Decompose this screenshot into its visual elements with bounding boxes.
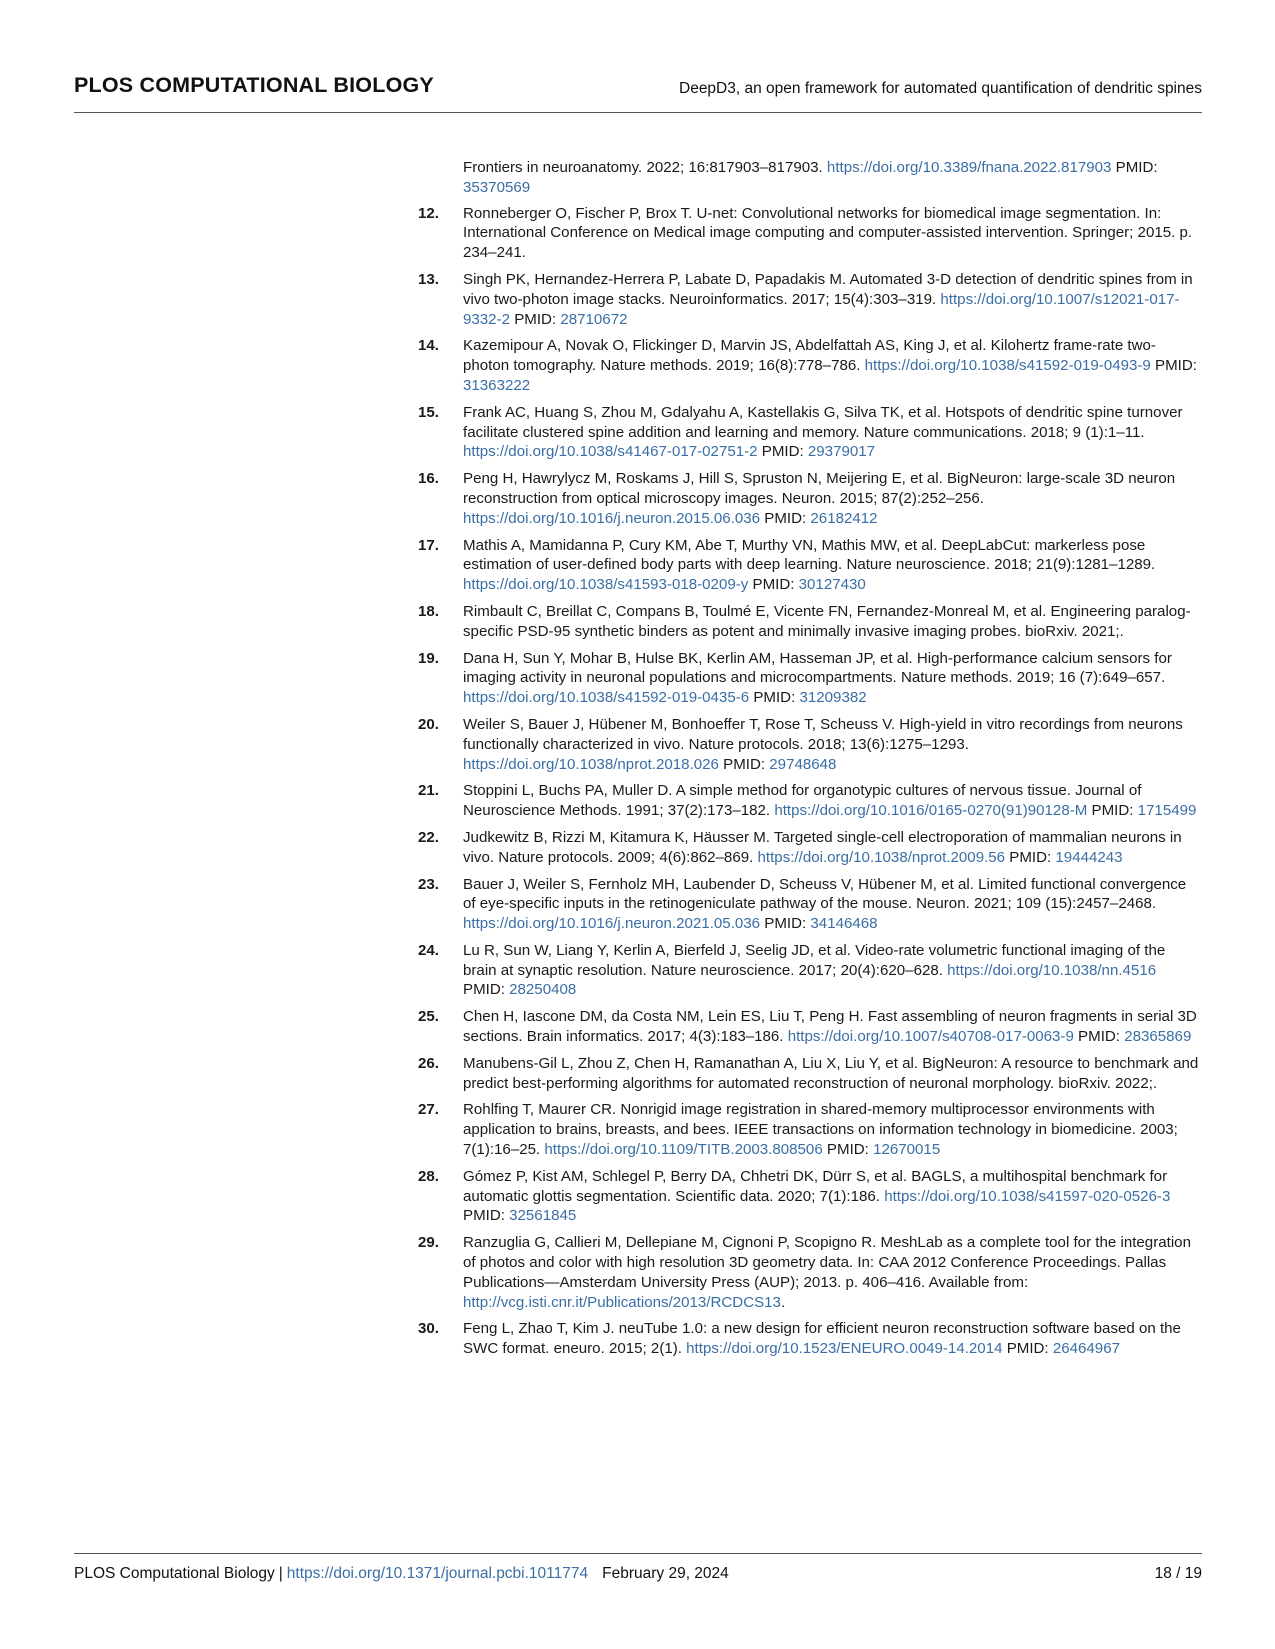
doi-link[interactable]: https://doi.org/10.1038/s41597-020-0526-3 — [884, 1187, 1171, 1205]
doi-link[interactable]: https://doi.org/10.1109/TITB.2003.808506 — [544, 1141, 823, 1159]
pmid-link[interactable]: 29379017 — [807, 443, 876, 461]
reference-text: Lu R, Sun W, Liang Y, Kerlin A, Bierfeld J, Seelig JD, et al. Video-rate volumetric functional imaging of the brain at synaptic resolution. Nature neuroscience. 2017; 20(4):620–628. — [463, 941, 1166, 979]
reference-number: 30. — [418, 1320, 439, 1338]
reference-item — [418, 1319, 1202, 1359]
reference-item — [418, 270, 1202, 329]
reference-number: 12. — [418, 204, 439, 222]
reference-number: 28. — [418, 1167, 439, 1185]
pmid-link[interactable]: 30127430 — [798, 576, 866, 594]
reference-list — [418, 158, 1202, 1366]
reference-number: 26. — [418, 1054, 439, 1072]
doi-link[interactable]: https://doi.org/10.1038/nprot.2009.56 — [757, 848, 1006, 866]
footer-journal: PLOS Computational Biology — [74, 1565, 275, 1582]
doi-link[interactable]: https://doi.org/10.1016/0165-0270(91)90128-M — [774, 802, 1088, 820]
pmid-label: PMID: — [1150, 357, 1197, 375]
reference-text: Rohlfing T, Maurer CR. Nonrigid image registration in shared-memory multiprocessor environments with application to brains, breasts, and bees. IEEE transactions on information technology in biomedicine. 2003; 7(1):16–25. — [463, 1101, 1178, 1159]
reference-number: 24. — [418, 941, 439, 959]
pmid-label: PMID: — [1087, 802, 1138, 820]
page-number: 18 / 19 — [1154, 1565, 1202, 1582]
pmid-link[interactable]: 19444243 — [1055, 848, 1123, 866]
reference-number: 18. — [418, 602, 439, 620]
reference-item — [418, 828, 1202, 868]
reference-text: Dana H, Sun Y, Mohar B, Hulse BK, Kerlin AM, Hasseman JP, et al. High-performance calcium sensors for imaging activity in neuronal populations and microcompartments. Nature methods. 2019; 16 (7):649–657. — [463, 649, 1172, 687]
doi-link[interactable]: https://doi.org/10.1038/nn.4516 — [947, 961, 1157, 979]
footer-doi-link[interactable]: https://doi.org/10.1371/journal.pcbi.1011774 — [286, 1565, 589, 1582]
pmid-link[interactable]: 26464967 — [1052, 1340, 1120, 1358]
pmid-label: PMID: — [1005, 848, 1056, 866]
reference-item — [418, 1007, 1202, 1047]
reference-item — [418, 336, 1202, 395]
pmid-label: . — [780, 1293, 786, 1311]
reference-text: Stoppini L, Buchs PA, Muller D. A simple method for organotypic cultures of nervous tissue. Journal of Neuroscience Methods. 1991; 37(2):173–182. — [463, 782, 1142, 820]
reference-number: 14. — [418, 337, 439, 355]
reference-number: 22. — [418, 828, 439, 846]
pmid-label: PMID: — [748, 576, 799, 594]
reference-text: Singh PK, Hernandez-Herrera P, Labate D, Papadakis M. Automated 3-D detection of dendritic spines from in vivo two-photon image stacks. Neuroinformatics. 2017; 15(4):303–319. — [463, 270, 1193, 308]
pmid-label: PMID: — [757, 443, 808, 461]
pmid-label: PMID: — [510, 310, 561, 328]
reference-item — [418, 158, 1202, 198]
pmid-link[interactable]: 35370569 — [463, 178, 531, 196]
footer-citation — [74, 1565, 729, 1583]
doi-link[interactable]: https://doi.org/10.1523/ENEURO.0049-14.2014 — [686, 1340, 1003, 1358]
reference-number: 16. — [418, 470, 439, 488]
reference-item — [418, 1233, 1202, 1312]
pmid-link[interactable]: 31363222 — [463, 376, 531, 394]
reference-number: 19. — [418, 649, 439, 667]
pmid-label: PMID: — [1002, 1340, 1053, 1358]
doi-link[interactable]: https://doi.org/10.1038/s41593-018-0209-y — [463, 576, 749, 594]
reference-item — [418, 403, 1202, 462]
pmid-label: PMID: — [1073, 1028, 1125, 1046]
reference-text: Gómez P, Kist AM, Schlegel P, Berry DA, Chhetri DK, Dürr S, et al. BAGLS, a multihospital benchmark for automatic glottis segmentation. Scientific data. 2020; 7(1):186. — [463, 1167, 1168, 1205]
pmid-link[interactable]: 32561845 — [509, 1207, 577, 1225]
pmid-label: PMID: — [822, 1141, 874, 1159]
doi-link[interactable]: https://doi.org/10.3389/fnana.2022.817903 — [826, 159, 1112, 176]
doi-link[interactable]: https://doi.org/10.1016/j.neuron.2021.05.036 — [463, 915, 761, 933]
reference-text: Weiler S, Bauer J, Hübener M, Bonhoeffer T, Rose T, Scheuss V. High-yield in vitro recordings from neurons functionally characterized in vivo. Nature protocols. 2018; 13(6):1275–1293. — [463, 715, 1183, 753]
pmid-label: PMID: — [760, 915, 811, 933]
reference-number: 21. — [418, 782, 439, 800]
doi-link[interactable]: https://doi.org/10.1038/s41467-017-02751-2 — [463, 443, 758, 461]
pmid-label: PMID: — [463, 981, 510, 999]
reference-item — [418, 469, 1202, 528]
pmid-link[interactable]: 28365869 — [1124, 1028, 1192, 1046]
reference-item — [418, 204, 1202, 263]
reference-item — [418, 1167, 1202, 1226]
reference-item — [418, 1054, 1202, 1094]
header-divider — [74, 112, 1202, 113]
reference-text: Mathis A, Mamidanna P, Cury KM, Abe T, Murthy VN, Mathis MW, et al. DeepLabCut: markerless pose estimation of user-defined body parts with deep learning. Nature neuroscience. 2018; 21(9):1281–1289. — [463, 536, 1156, 574]
doi-link[interactable]: https://doi.org/10.1038/s41592-019-0493-9 — [864, 357, 1151, 375]
journal-name: PLOS COMPUTATIONAL BIOLOGY — [74, 73, 434, 97]
pmid-label: PMID: — [1111, 159, 1158, 176]
reference-item — [418, 649, 1202, 708]
reference-number: 17. — [418, 536, 439, 554]
pmid-label: PMID: — [749, 689, 800, 707]
reference-text: Frontiers in neuroanatomy. 2022; 16:817903–817903. — [463, 159, 827, 176]
footer-divider — [74, 1553, 1202, 1554]
pmid-link[interactable]: 1715499 — [1137, 802, 1197, 820]
pmid-link[interactable]: 34146468 — [810, 915, 878, 933]
running-title: DeepD3, an open framework for automated quantification of dendritic spines — [679, 80, 1202, 97]
reference-text: Feng L, Zhao T, Kim J. neuTube 1.0: a new design for efficient neuron reconstruction software based on the SWC format. eneuro. 2015; 2(1). — [463, 1320, 1181, 1358]
reference-number: 23. — [418, 875, 439, 893]
footer-date: February 29, 2024 — [602, 1565, 729, 1582]
reference-text: Manubens-Gil L, Zhou Z, Chen H, Ramanathan A, Liu X, Liu Y, et al. BigNeuron: A resource to benchmark and predict best-performing algorithms for automated reconstruction of neuronal morphology. bioRxiv. 2022;. — [463, 1054, 1199, 1092]
pmid-link[interactable]: 12670015 — [873, 1141, 941, 1159]
doi-link[interactable]: https://doi.org/10.1038/s41592-019-0435-6 — [463, 689, 750, 707]
reference-item — [418, 536, 1202, 595]
reference-number: 27. — [418, 1101, 439, 1119]
reference-text: Chen H, Iascone DM, da Costa NM, Lein ES, Liu T, Peng H. Fast assembling of neuron fragments in serial 3D sections. Brain informatics. 2017; 4(3):183–186. — [463, 1008, 1197, 1046]
pmid-label: PMID: — [718, 755, 770, 773]
doi-link[interactable]: https://doi.org/10.1016/j.neuron.2015.06.036 — [463, 509, 761, 527]
doi-link[interactable]: https://doi.org/10.1038/nprot.2018.026 — [463, 755, 719, 773]
reference-text: Bauer J, Weiler S, Fernholz MH, Laubender D, Scheuss V, Hübener M, et al. Limited functional convergence of eye-specific inputs in the retinogeniculate pathway of the mouse. Neuron. 2021; 109 (15):2457–2468. — [463, 875, 1187, 913]
doi-link[interactable]: https://doi.org/10.1007/s12021-017-9332-2 — [463, 290, 1180, 328]
reference-text: Rimbault C, Breillat C, Compans B, Toulmé E, Vicente FN, Fernandez-Monreal M, et al. Engineering paralog-specific PSD-95 synthetic binders as potent and minimally invasive imaging probes. bioRxiv. 2021;. — [463, 602, 1191, 640]
reference-text: Peng H, Hawrylycz M, Roskams J, Hill S, Spruston N, Meijering E, et al. BigNeuron: large-scale 3D neuron reconstruction from optical microscopy images. Neuron. 2015; 87(2):252–256. — [463, 470, 1176, 507]
pmid-label: PMID: — [760, 509, 811, 527]
doi-link[interactable]: https://doi.org/10.1007/s40708-017-0063-9 — [787, 1028, 1074, 1046]
reference-text: Ranzuglia G, Callieri M, Dellepiane M, Cignoni P, Scopigno R. MeshLab as a complete tool for the integration of photos and color with high resolution 3D geometry data. In: CAA 2012 Conference Proceedings. Pallas Publications—Amsterdam University Press (AUP); 2013. p. 406–416. Available from: — [463, 1234, 1191, 1291]
reference-item — [418, 715, 1202, 774]
reference-text: Kazemipour A, Novak O, Flickinger D, Marvin JS, Abdelfattah AS, King J, et al. Kilohertz frame-rate two-photon tomography. Nature methods. 2019; 16(8):778–786. — [463, 337, 1156, 375]
doi-link[interactable]: http://vcg.isti.cnr.it/Publications/2013/RCDCS13 — [463, 1293, 781, 1311]
reference-item — [418, 941, 1202, 1000]
reference-text: Frank AC, Huang S, Zhou M, Gdalyahu A, Kastellakis G, Silva TK, et al. Hotspots of dendritic spine turnover facilitate clustered spine addition and learning and memory. Nature communications. 2018; 9 (1):1–11. — [463, 403, 1183, 441]
reference-number: 15. — [418, 403, 439, 421]
reference-item — [418, 781, 1202, 821]
reference-number: 20. — [418, 715, 439, 733]
pmid-label: PMID: — [463, 1207, 510, 1225]
pmid-link[interactable]: 28250408 — [509, 981, 577, 999]
reference-item — [418, 875, 1202, 934]
reference-item — [418, 1100, 1202, 1159]
reference-text: Judkewitz B, Rizzi M, Kitamura K, Häusser M. Targeted single-cell electroporation of mammalian neurons in vivo. Nature protocols. 2009; 4(6):862–869. — [463, 828, 1182, 866]
pmid-link[interactable]: 26182412 — [810, 509, 878, 527]
reference-number: 25. — [418, 1008, 439, 1026]
reference-number: 29. — [418, 1234, 439, 1252]
pmid-link[interactable]: 28710672 — [560, 310, 628, 328]
pmid-link[interactable]: 31209382 — [799, 689, 867, 707]
reference-number: 13. — [418, 270, 439, 288]
pmid-link[interactable]: 29748648 — [769, 755, 837, 773]
reference-item — [418, 602, 1202, 642]
reference-text: Ronneberger O, Fischer P, Brox T. U-net: Convolutional networks for biomedical image segmentation. In: International Conference on Medical image computing and computer-assisted intervention. Springer; 2015. p. 234–241. — [463, 204, 1193, 262]
footer-separator: | — [278, 1565, 283, 1582]
